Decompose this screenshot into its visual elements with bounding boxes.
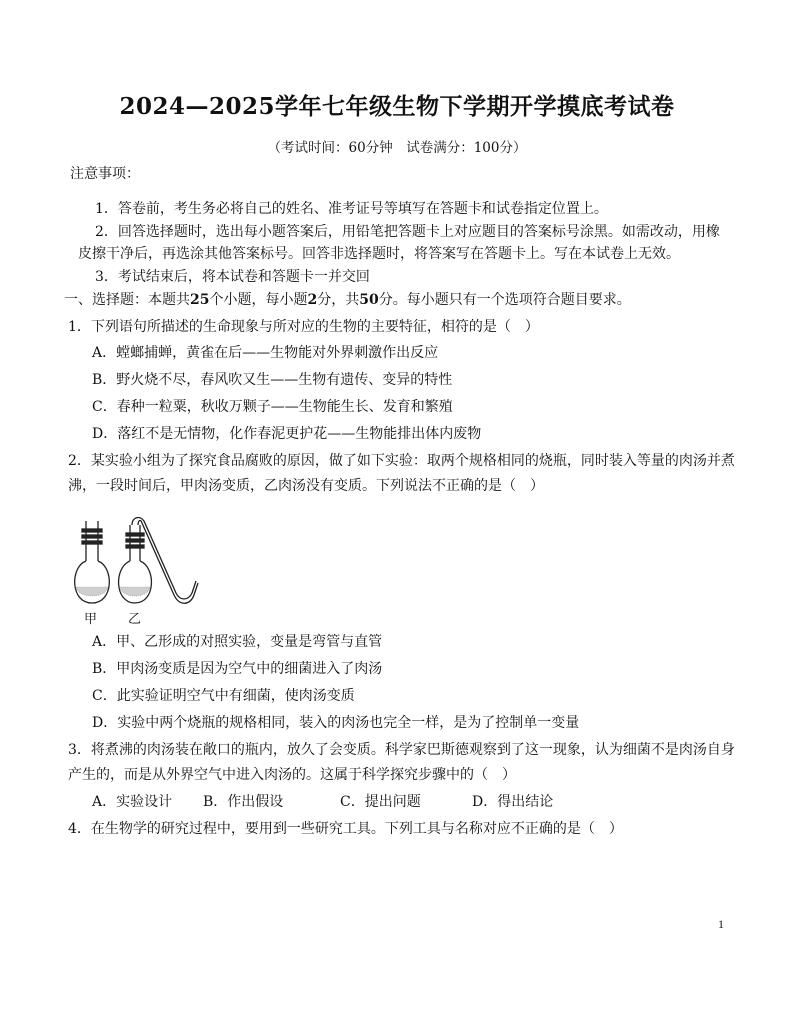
q2-option-b: B．甲肉汤变质是因为空气中的细菌进入了肉汤 (92, 661, 383, 677)
q3-stem-line2: 产生的，而是从外界空气中进入肉汤的。这属于科学探究步骤中的（ ） (68, 767, 516, 783)
label-yi: 乙 (128, 612, 142, 627)
q2-option-a: A．甲、乙形成的对照实验，变量是弯管与直管 (92, 634, 383, 650)
label-jia: 甲 (84, 612, 98, 627)
section-count: 25 (190, 292, 210, 308)
q2-option-c: C．此实验证明空气中有细菌，使肉汤变质 (92, 688, 355, 704)
notice-item-2: 2．回答选择题时，选出每小题答案后，用铅笔把答题卡上对应题目的答案标号涂黑。如需改动，用橡 (95, 224, 720, 240)
section-mid1: 个小题，每小题 (209, 292, 308, 308)
q1-option-b: B．野火烧不尽，春风吹又生——生物有遗传、变异的特性 (92, 372, 453, 388)
q3-stem-line1: 3．将煮沸的肉汤装在敞口的瓶内，放久了会变质。科学家巴斯德观察到了这一现象，认为细菌不是肉汤自身 (68, 742, 735, 758)
flask-experiment-figure (68, 515, 208, 627)
section-heading (64, 290, 631, 310)
flask-jia (75, 521, 110, 603)
notice-heading: 注意事项： (70, 166, 140, 182)
flask-diagram (68, 515, 208, 627)
section-mid2: 分，共 (317, 292, 360, 308)
section-total: 50 (359, 292, 379, 308)
page-title: 2024—2025学年七年级生物下学期开学摸底考试卷 (119, 93, 675, 120)
q1-option-c: C．春种一粒粟，秋收万颗子——生物能生长、发育和繁殖 (92, 399, 453, 415)
q1-option-a: A．螳螂捕蝉，黄雀在后——生物能对外界刺激作出反应 (92, 345, 439, 361)
q4-stem: 4．在生物学的研究过程中，要用到一些研究工具。下列工具与名称对应不正确的是（ ） (68, 821, 623, 837)
section-suffix: 分。每小题只有一个选项符合题目要求。 (378, 292, 631, 308)
q3-option-b: B．作出假设 (203, 794, 284, 810)
q1-stem: 1．下列语句所描述的生命现象与所对应的生物的主要特征，相符的是（ ） (68, 319, 539, 335)
notice-item-2-cont: 皮擦干净后，再选涂其他答案标号。回答非选择题时，将答案写在答题卡上。写在本试卷上无效。 (78, 246, 680, 262)
q2-stem-line1: 2．某实验小组为了探究食品腐败的原因，做了如下实验：取两个规格相同的烧瓶，同时装入等量的肉汤并煮 (68, 453, 735, 469)
section-points: 2 (307, 292, 318, 308)
q1-option-d: D．落红不是无情物，化作春泥更护花——生物能排出体内废物 (92, 426, 482, 442)
q3-option-c: C．提出问题 (340, 794, 421, 810)
exam-info: （考试时间：60分钟 试卷满分：100分） (267, 140, 527, 156)
q2-option-d: D．实验中两个烧瓶的规格相同，装入的肉汤也完全一样，是为了控制单一变量 (92, 715, 580, 731)
q3-option-a: A．实验设计 (92, 794, 173, 810)
notice-item-1: 1．答卷前，考生务必将自己的姓名、准考证号等填写在答题卡和试卷指定位置上。 (95, 201, 608, 217)
flask-yi (119, 518, 198, 604)
section-prefix: 一、选择题：本题共 (64, 292, 190, 308)
page-number: 1 (718, 917, 724, 931)
q3-option-d: D．得出结论 (472, 794, 554, 810)
notice-item-3: 3．考试结束后，将本试卷和答题卡一并交回 (95, 269, 370, 285)
q2-stem-line2: 沸，一段时间后，甲肉汤变质，乙肉汤没有变质。下列说法不正确的是（ ） (68, 478, 544, 494)
